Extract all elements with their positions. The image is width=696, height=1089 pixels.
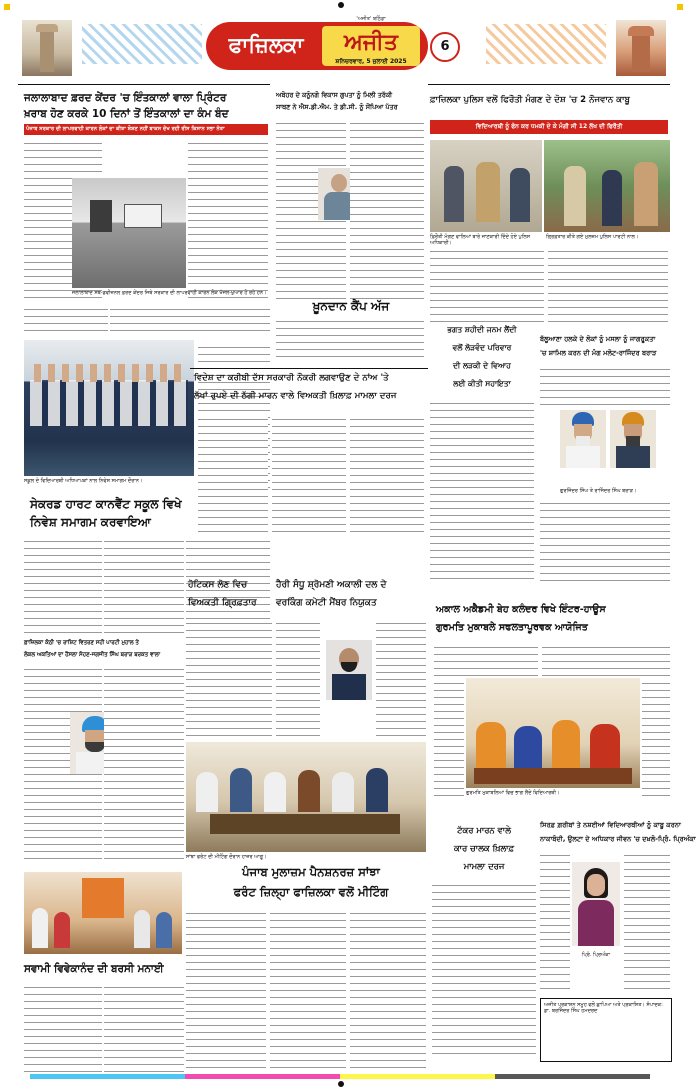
body-text-girl [430,400,534,582]
body-text-school [24,538,102,634]
headline-gurdwara-1: ਬੱਲੂਆਣਾ ਹਲਕੇ ਦੇ ਲੋਕਾਂ ਨੂੰ ਮਸਲਾ ਨੂੰ ਜਾਗਰੂਕਤਾ [540,335,656,343]
body-text-blood-camp [276,318,424,362]
caption-sikhiya: ਪ੍ਰਿੰ. ਪ੍ਰਿਅੰਕਾ [581,952,611,958]
pattern-ornament-left [82,24,202,64]
body-text-hari [376,620,426,742]
body-text-gurdwara [540,366,670,408]
accused-photo [544,140,670,232]
headline-sikhiya-1: ਸਿਰਫ਼ ਗ਼ਰੀਬਾਂ ਤੇ ਨਸ਼ਈਆਂ ਵਿਦਿਆਰਥੀਆਂ ਨੂੰ ਕਾਬੂ ਕਰਨਾ [540,821,681,829]
body-text-meeting [270,910,346,1072]
masthead-date: ਸ਼ਨਿਚਰਵਾਰ, 5 ਜੁਲਾਈ 2025 [335,58,407,65]
portrait-rajinder-brar [610,410,656,468]
body-text-road [432,882,536,1060]
column-rule [18,84,270,85]
caption-arrest-right: ਗ੍ਰਿਫ਼ਤਾਰ ਕੀਤੇ ਗਏ ਮੁਲਜ਼ਮ ਪੁਲਿਸ ਪਾਰਟੀ ਨਾਲ। [546,234,639,240]
registration-mark [677,4,683,10]
vivekananda-event-photo [24,872,182,954]
body-text-promotion [350,120,424,300]
portrait-priyanka [572,862,620,946]
headline-promotion-1: ਅਬੋਹਰ ਦੇ ਕਨੂੰਨਗੋ ਵਿਕਾਸ ਗੁਪਤਾ ਨੂੰ ਮਿਲੀ ਤਰੱਕੀ [276,91,393,99]
headline-jalalabad-1: ਜਲਾਲਾਬਾਦ ਫ਼ਰਦ ਕੇਂਦਰ 'ਚ ਇੰਤਕਾਲਾਂ ਵਾਲਾ ਪ੍ਰਿੰਟਰ [24,92,227,104]
registration-mark [338,2,344,8]
headline-blood-camp: ਖ਼ੂਨਦਾਨ ਕੈਂਪ ਅੱਜ [312,299,390,313]
portrait-gurjinder-singh [560,410,606,468]
registration-mark [4,4,10,10]
headline-arrest: ਫ਼ਾਜ਼ਿਲਕਾ ਪੁਲਿਸ ਵਲੋਂ ਫਿਰੌਤੀ ਮੰਗਣ ਦੇ ਦੋਸ਼ 'ਚ 2 ਨੌਜਵਾਨ ਕਾਬੂ [430,95,630,105]
caption-arrest-left: ਫ਼ਿਰੌਤੀ ਮੰਗਣ ਵਾਲਿਆਂ ਬਾਰੇ ਜਾਣਕਾਰੀ ਦਿੰਦੇ ਹੋਏ ਪੁਲਿਸ ਅਧਿਕਾਰੀ। [430,234,531,246]
masthead [18,14,670,78]
headline-jalalabad-2: ਖ਼ਰਾਬ ਹੋਣ ਕਰਕੇ 10 ਦਿਨਾਂ ਤੋਂ ਇੰਤਕਾਲਾਂ ਦਾ ਕੰਮ ਬੰਦ [24,108,229,120]
caption-gurdwara: ਗੁਰਜਿੰਦਰ ਸਿੰਘ ਤੇ ਰਾਜਿੰਦਰ ਸਿੰਘ ਬਰਾੜ। [560,488,637,494]
page-number: 6 [440,39,450,54]
body-text-fraud [350,416,424,536]
body-text-arrest [430,248,544,324]
body-text-vigilance [104,666,184,862]
headline-road-3: ਮਾਮਲਾ ਦਰਜ [463,861,505,871]
registration-mark [338,1081,344,1087]
imprint-text: ਅਜੀਤ ਪ੍ਰਕਾਸ਼ਨ ਸਮੂਹ ਵਲੋਂ ਛਾਪਿਆ ਅਤੇ ਪ੍ਰਕਾਸ਼ਿਤ। ਸੰਪਾਦਕ: ਡਾ. ਬਰਜਿੰਦਰ ਸਿੰਘ ਹਮਦਰਦ [544,1002,663,1015]
caption-akal: ਗੁਰਮਤਿ ਮੁਕਾਬਲਿਆਂ ਵਿਚ ਭਾਗ ਲੈਂਦੇ ਵਿਦਿਆਰਥੀ। [466,790,560,796]
headline-sikhiya-2: ਨਾਕਾਬੰਦੀ, ਉਲਟਾ ਦੇ ਅਧਿਕਾਰ ਜੀਵਨ 'ਚ ਦਖ਼ਲੋ-ਪ੍ਰਿੰ. ਪ੍ਰਿਅੰਕਾ [540,835,696,843]
headline-fraud-2: ਲੱਖਾਂ ਰੁਪਏ ਦੀ ਠੱਗੀ ਮਾਰਨ ਵਾਲੇ ਵਿਅਕਤੀ ਖ਼ਿਲਾਫ਼ ਮਾਮਲਾ ਦਰਜ [194,391,397,401]
headline-promotion-2: ਸਾਥਣ ਨੇ ਐਸ.ਡੀ.ਐਮ. ਤੇ ਡੀ.ਸੀ. ਨੂੰ ਸੋਂਪਿਆ ਪੱਤਰ [276,103,398,111]
body-text-fraud [272,416,346,536]
body-text-sikhiya [540,852,570,994]
headline-death-1: ਹੋਟਿਕਸ ਲੋਣ ਵਿਚ [188,580,248,590]
headline-akal-2: ਗੁਰਮਤਿ ਮੁਕਾਬਲੇ ਸਫਲਤਾਪੂਰਵਕ ਆਯੋਜਿਤ [436,622,588,633]
caption-meeting: ਸਾਂਝਾ ਫਰੰਟ ਦੀ ਮੀਟਿੰਗ ਦੌਰਾਨ ਹਾਜ਼ਰ ਆਗੂ। [186,854,267,860]
caption-jalalabad: ਜਲਾਲਾਬਾਦ ਸਬ-ਡਵੀਜ਼ਨਲ ਫ਼ਰਦ ਕੇਂਦਰ ਜਿਥੇ ਸਰਕਾਰ ਦੀ ਲਾਪਰਵਾਹੀ ਕਾਰਨ ਲੋਕ ਖੱਜਲ-ਖੁਆਰ ਹੋ ਰਹੇ ਹਨ। [72,290,267,296]
headline-gurdwara-2: 'ਚ ਸ਼ਾਮਿਲ ਕਰਨ ਦੀ ਮੰਗ ਮਲੋਟ-ਰਾਜਿੰਦਰ ਬਰਾੜ [540,349,657,357]
body-text-vivekananda [24,984,102,1072]
headline-road-2: ਕਾਰ ਚਾਲਕ ਖ਼ਿਲਾਫ਼ [453,843,515,853]
masthead-slug: ਫਾਜ਼ਿਲਕਾ [228,33,304,57]
body-text-meeting [186,910,266,1072]
headline-road-1: ਟੱਕਰ ਮਾਰਨ ਵਾਲੇ [457,825,511,835]
fard-centre-photo [72,178,186,288]
color-calibration-bar [30,1074,650,1079]
headline-hari-2: ਵਰਕਿੰਗ ਕਮੇਟੀ ਮੈਂਬਰ ਨਿਯੁਕਤ [276,598,377,608]
body-text-arrest [548,248,668,324]
headline-vigilance-2: ਲੋਕਲ ਅਕਤਿਆਂ ਦਾ ਹੌਂਸਲਾ ਸੋਹਣ-ਜਗਜੀਤ ਸਿੰਘ ਬਰਾੜ ਬਰਕਤ ਵਾਲਾ [24,652,161,658]
body-text-akal [434,644,538,676]
body-text-col [24,306,108,336]
paper-name: ਅਜੀਤ [344,30,398,55]
headline-akal-1: ਅਕਾਲ ਅਕੈਡਮੀ ਬੇਹ ਕਲੰਦਰ ਵਿਖੇ ਇੰਟਰ-ਹਾਊਸ [436,604,606,615]
column-rule [190,368,428,369]
headline-hari-1: ਹੈਰੀ ਸੰਧੂ ਸ਼੍ਰੋਮਣੀ ਅਕਾਲੀ ਦਲ ਦੇ [276,580,387,590]
body-text-col [110,306,270,336]
body-text-hari [276,620,320,742]
headline-fraud-1: ਵਿਦੇਸ਼ ਦਾ ਕਰੀਬੀ ਦੱਸ ਸਰਕਾਰੀ ਨੌਕਰੀ ਲਗਵਾਉਣ ਦੇ ਨਾਂਅ 'ਤੇ [194,373,389,383]
column-rule [428,84,670,85]
body-text-akal [642,680,670,800]
headline-vigilance-1: ਫ਼ਾਜ਼ਿਲਕਾ ਕੋਠੀ 'ਚ ਰਾਸ਼ਿਟ ਵਿਤਰਣ ਸਹੀ ਪਾਰਟੀ ਮੁਹਾਲ ਤੇ [24,640,139,646]
headline-girl-4: ਲਈ ਕੀਤੀ ਸਹਾਇਤਾ [453,379,511,388]
body-text-akal [434,680,464,800]
headline-girl-3: ਦੀ ਲੜਕੀ ਦੇ ਵਿਆਹ [453,361,511,370]
police-press-photo [430,140,542,232]
body-text-meeting [350,910,426,1072]
headline-school-2: ਨਿਵੇਸ਼ ਸਮਾਗਮ ਕਰਵਾਇਆ [30,515,151,529]
subhead-arrest: ਵਿਦਿਆਰਥੀ ਨੂੰ ਫੋਨ ਕਰ ਧਮਕੀ ਦੇ ਕੇ ਮੰਗੀ ਸੀ 12 ਲੱਖ ਦੀ ਫਿਰੌਤੀ [475,123,623,130]
headline-meeting-2: ਫਰੰਟ ਜ਼ਿਲ੍ਹਾ ਫਾਜ਼ਿਲਕਾ ਵਲੋਂ ਮੀਟਿੰਗ [233,885,389,899]
body-text-gurdwara [540,500,670,582]
body-text-jalalabad [188,140,268,300]
school-ceremony-photo [24,340,194,476]
headline-girl-1: ਭਗਤ ਸ਼ਹੀਦੀ ਜਨਮ ਲੈਂਦੀ [447,325,517,334]
masthead-tag: 'ਅਜੀਤ' ਬਠਿੰਡਾ [356,16,386,22]
headline-school-1: ਸੇਕਰਡ ਹਾਰਟ ਕਾਨਵੈਂਟ ਸਕੂਲ ਵਿਖੇ [30,497,182,511]
body-text-vivekananda [104,984,184,1072]
headline-vivekananda: ਸਵਾਮੀ ਵਿਵੇਕਾਨੰਦ ਦੀ ਬਰਸੀ ਮਨਾਈ [24,963,164,975]
left-monument-image [22,20,72,76]
gurmat-competition-photo [466,678,640,788]
caption-school: ਸਕੂਲ ਦੇ ਵਿਦਿਆਰਥੀ ਅਧਿਆਪਕਾਂ ਨਾਲ ਨਿਵੇਸ਼ ਸਮਾਗਮ ਦੌਰਾਨ। [24,478,143,484]
body-text-death [186,620,272,742]
pattern-ornament-right [486,24,606,64]
meeting-photo [186,742,426,852]
right-monument-image [616,20,666,76]
body-text-fraud [198,416,268,536]
subhead-jalalabad: ਪੰਜਾਬ ਸਰਕਾਰ ਦੀ ਲਾਪਰਵਾਹੀ ਕਾਰਨ ਲੋਕਾਂ ਦਾ ਕੀਤਾ ਸ਼ੋਸ਼ਣ ਨਹੀਂ ਬਾਕਸ ਦੇਖ ਰਹੀ ਰੀਸ ਕਿਸਾਨ ਸਭਾ ਨੇਤਾ [26,126,225,132]
body-text-sikhiya [624,852,670,994]
body-text-akal [542,644,670,676]
headline-death-2: ਵਿਅਕਤੀ ਗ੍ਰਿਫ਼ਤਾਰ [188,598,257,608]
body-text-school [104,538,184,634]
portrait-hari-sandhu [326,640,372,700]
headline-meeting-1: ਪੰਜਾਬ ਮੁਲਾਜ਼ਮ ਪੈਨਸ਼ਨਰਜ਼ ਸਾਂਝਾ [242,865,380,879]
headline-girl-2: ਵਲੋਂ ਲੋੜਵੰਦ ਪਰਿਵਾਰ [452,343,512,352]
